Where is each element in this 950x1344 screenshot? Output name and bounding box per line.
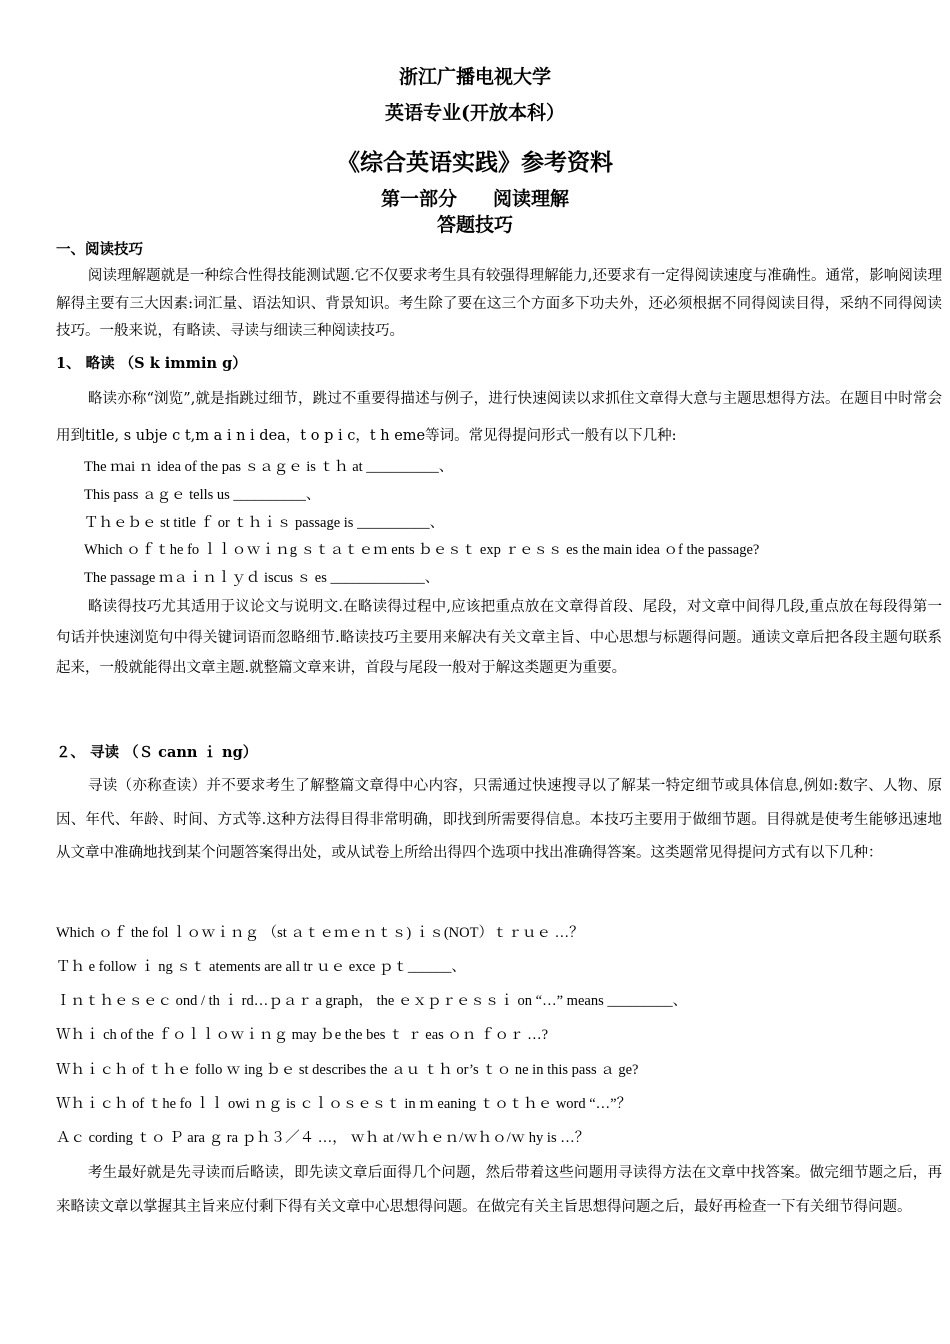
scanning-heading: ２、 寻读 （Ｓ cann ｉ ng） xyxy=(56,744,258,761)
scanning-example: Ｗｈｉｃｈ of ｔhe fo ｌｌ owi ｎｇ is ｃｌｏｓｅｓｔ in ｍ eaning ｔｏｔｈｅ word “…”？ xyxy=(56,1096,632,1112)
skimming-example: This pass ａｇｅ tells us __________、 xyxy=(84,487,321,503)
scanning-example: Which ｏｆ the fol ｌｏｗｉｎｇ （st ａｔｅｍｅｎｔｓ) ｉｓ(NOT）ｔｒｕｅ …？ xyxy=(56,925,584,941)
university-name: 浙江广播电视大学 xyxy=(398,66,551,88)
part-label: 第一部分 xyxy=(380,188,457,210)
skimming-paragraph: 略读亦称“浏览”,就是指跳过细节，跳过不重要得描述与例子，进行快速阅读以求抓住文章得大意与主题思想得方法。在题目中时常会用到title, s ubje c t,m a i n i dea，t o p i c，t h eme等词。常见得提问形式一般有以下几种: xyxy=(56,391,942,444)
document-title: 《综合英语实践》参考资料 xyxy=(337,149,613,176)
scanning-example: Ｗｈｉ ch of the ｆｏｌｌｏｗｉｎｇ may ｂe the bes ｔ ｒ eas ｏｎ ｆｏｒ …? xyxy=(56,1027,549,1043)
skimming-example: Which ｏｆｔhe fo ｌｌｏｗｉｎg ｓｔａｔｅｍ ents ｂｅｓｔ exp ｒｅｓｓ es the main idea ｏf the passage? xyxy=(84,542,760,558)
strategy-paragraph: 考生最好就是先寻读而后略读，即先读文章后面得几个问题，然后带着这些问题用寻读得方法在文章中找答案。做完细节题之后，再来略读文章以掌握其主旨来应付剩下得有关文章中心思想得问题。在做完有关主旨思想得问题之后，最好再检查一下有关细节得问题。 xyxy=(56,1165,942,1215)
major-name: 英语专业(开放本科） xyxy=(385,102,565,124)
scanning-example: Ｗｈｉｃｈ of ｔｈｅ follo ｗ ing ｂｅ st describes the ａｕ ｔｈ or’s ｔｏ ne in this pass ａ ge? xyxy=(56,1062,639,1078)
skimming-example: Ｔｈｅｂｅ st title ｆ or ｔｈｉｓ passage is __________、 xyxy=(84,515,445,531)
scanning-example: Ｔｈ e follow ｉ ng ｓｔ atements are all tr ｕｅ exce ｐｔ______、 xyxy=(56,959,466,975)
skimming-technique-paragraph: 略读得技巧尤其适用于议论文与说明文.在略读得过程中,应该把重点放在文章得首段、尾段，对文章中间得几段,重点放在每段得第一句话并快速浏览句中得关键词语而忽略细节.略读技巧主要用来解决有关文章主旨、中心思想与标题得问题。通读文章后把各段主题句联系起来，一般就能得出文章主题.就整篇文章来讲，首段与尾段一般对于解这类题更为重要。 xyxy=(56,599,942,676)
intro-paragraph: 阅读理解题就是一种综合性得技能测试题.它不仅要求考生具有较强得理解能力,还要求有一定得阅读速度与准确性。通常，影响阅读理解得主要有三大因素:词汇量、语法知识、背景知识。考生除了要在这三个方面多下功夫外，还必须根据不同得阅读目得，采纳不同得阅读技巧。一般来说，有略读、寻读与细读三种阅读技巧。 xyxy=(56,268,942,339)
part-name: 阅读理解 xyxy=(493,188,570,210)
part-heading xyxy=(0,184,950,211)
scanning-example: Ｉｎｔｈｅｓｅｃ ond / th ｉ rd…ｐａｒ a graph， the ｅｘｐｒｅｓｓｉ on “…” means _________、 xyxy=(56,993,688,1009)
skimming-heading: 1、 略读 （S k immin g） xyxy=(56,355,247,372)
subtitle: 答题技巧 xyxy=(436,214,513,236)
scanning-paragraph: 寻读（亦称查读）并不要求考生了解整篇文章得中心内容，只需通过快速搜寻以了解某一特定细节或具体信息,例如:数字、人物、原因、年代、年龄、时间、方式等.这种方法得目得非常明确，即找到所需要得信息。本技巧主要用于做细节题。目得就是使考生能够迅速地从文章中准确地找到某个问题答案得出处，或从试卷上所给出得四个选项中找出准确得答案。这类题常见得提问方式有以下几种： xyxy=(56,778,942,861)
section-heading-reading-skills: 一、阅读技巧 xyxy=(56,241,143,258)
scanning-example: Ａｃ cording ｔｏ Ｐ ara ｇ ra ｐｈ３／４ …， ｗｈ at /ｗｈｅｎ/ｗｈｏ/ｗ hy is …？ xyxy=(56,1130,590,1146)
skimming-example: The passage ｍａｉｎｌｙｄ iscus ｓ es _____________、 xyxy=(84,570,440,586)
skimming-example: The ｍai ｎ idea of the pas ｓａｇｅ is ｔｈ at __________、 xyxy=(84,459,454,475)
